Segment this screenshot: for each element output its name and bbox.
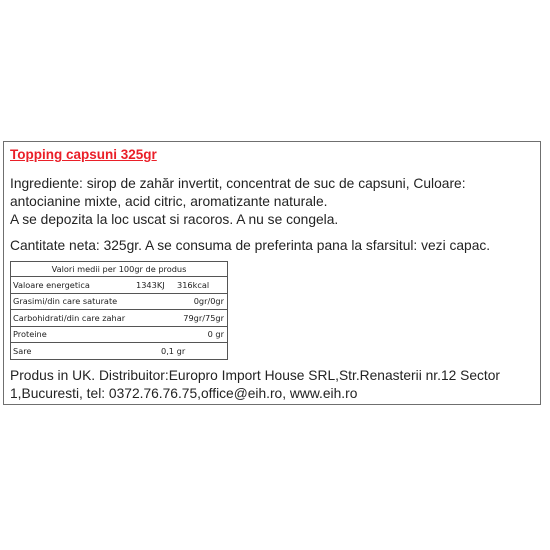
nutrition-name: Grasimi/din care saturate	[13, 296, 118, 307]
nutrition-table	[10, 261, 228, 360]
distributor-text: Produs in UK. Distribuitor:Europro Import House SRL,Str.Renasterii nr.12 Sector 1,Bucuresti, tel: 0372.76.76.75,office@eih.ro, www.eih.ro	[10, 367, 500, 401]
nutrition-value: 0gr/0gr	[193, 296, 224, 307]
nutrition-name: Sare	[13, 345, 32, 356]
nutrition-value-kcal: 316kcal	[177, 279, 210, 290]
nutrition-value: 0 gr	[207, 329, 224, 340]
product-title: Topping capsuni 325gr	[10, 147, 157, 162]
nutrition-value: 79gr/75gr	[183, 312, 224, 323]
quantity-text: Cantitate neta: 325gr. A se consuma de preferinta pana la sfarsitul: vezi capac.	[10, 238, 491, 253]
ingredients-text: Ingrediente: sirop de zahăr invertit, concentrat de suc de capsuni, Culoare: antocianine mixte, acid citric, aromatizante naturale.	[10, 176, 466, 209]
nutrition-name: Carbohidrati/din care zahar	[13, 312, 126, 323]
nutrition-name: Proteine	[13, 329, 47, 340]
nutrition-row-protein	[11, 326, 228, 343]
storage-text: A se depozita la loc uscat si racoros. A nu se congela.	[10, 212, 339, 227]
nutrition-value-kj: 1343KJ	[136, 279, 165, 290]
nutrition-header-row	[11, 262, 228, 277]
nutrition-row-fat	[11, 293, 228, 310]
nutrition-value: 0,1 gr	[161, 345, 186, 356]
nutrition-row-salt	[11, 343, 228, 360]
nutrition-header: Valori medii per 100gr de produs	[11, 262, 228, 277]
product-label	[3, 141, 541, 405]
nutrition-name: Valoare energetica	[13, 279, 90, 290]
nutrition-row-energy	[11, 277, 228, 294]
nutrition-row-carbs	[11, 310, 228, 327]
